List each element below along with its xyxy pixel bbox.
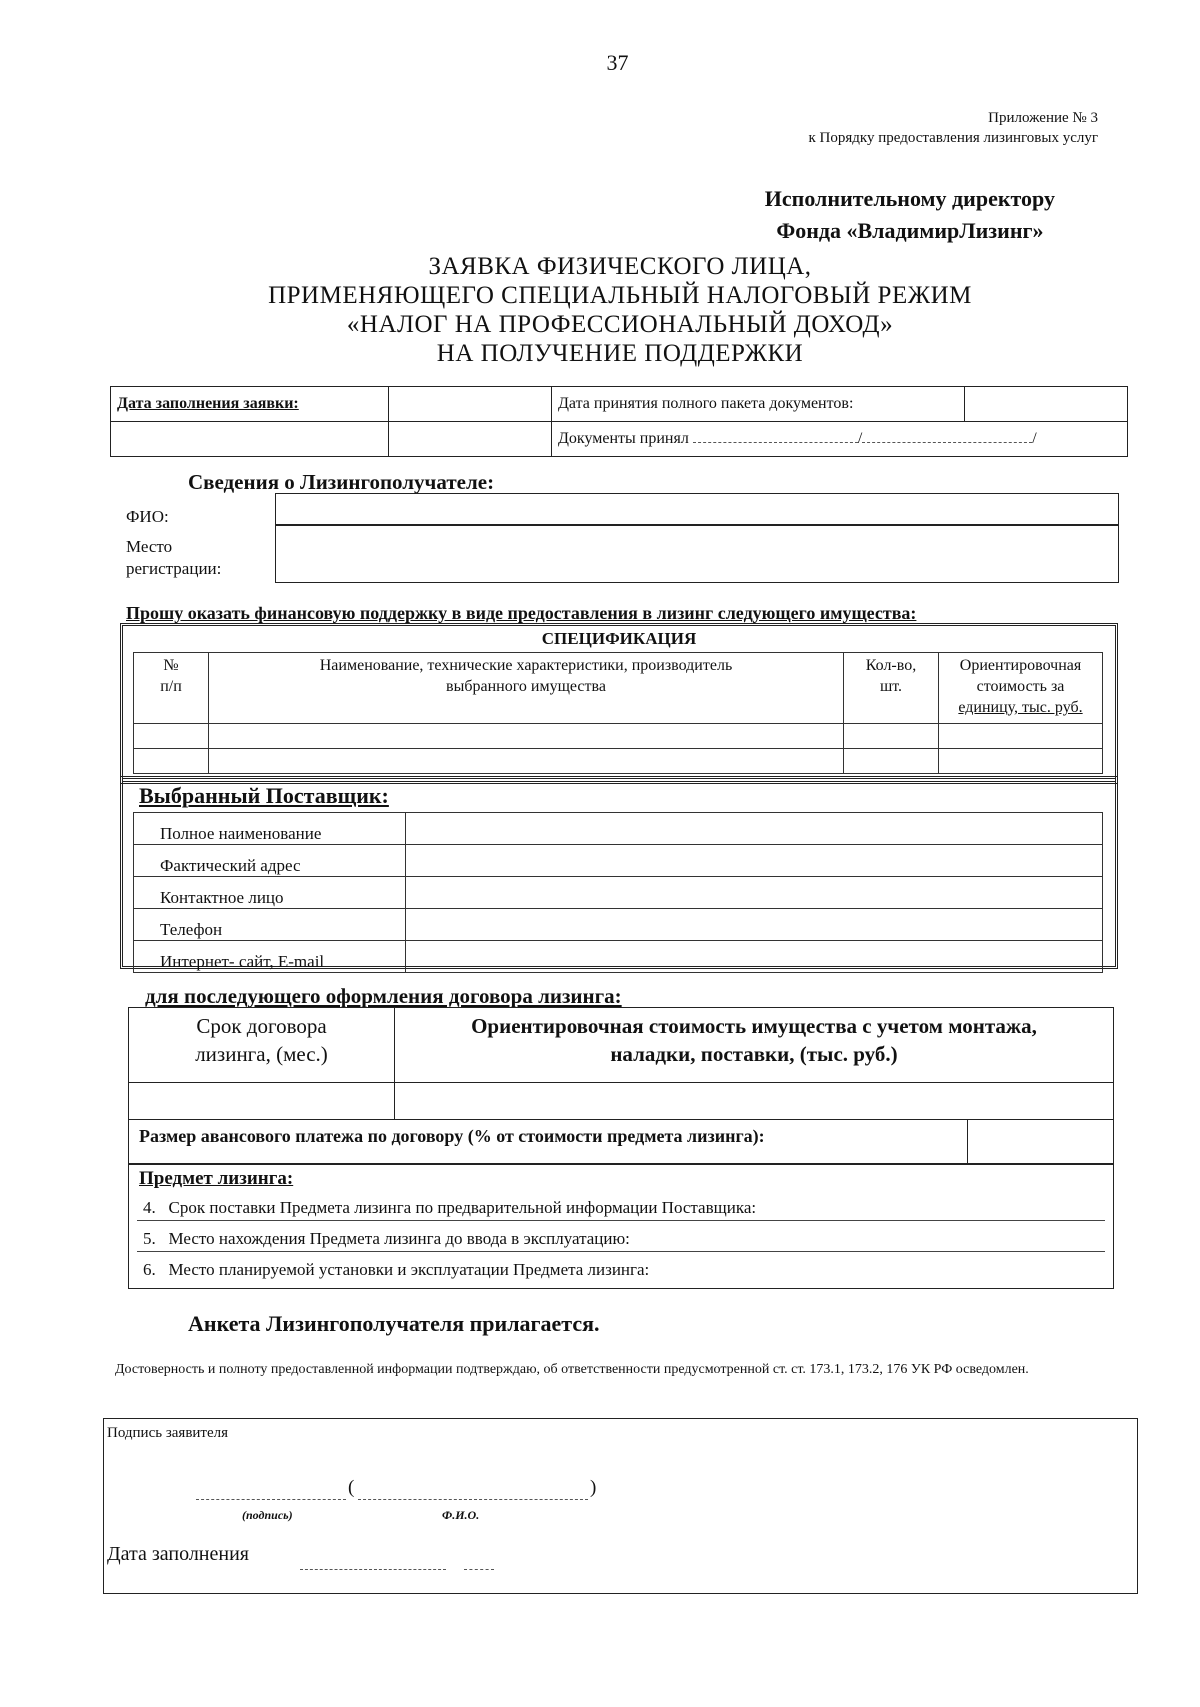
col-cost-header: Ориентировочная стоимость за единицу, тыс. руб. [939,653,1103,724]
addressee-line-1: Исполнительному директору [764,186,1055,211]
addressee-line-2: Фонда «ВладимирЛизинг» [776,218,1044,243]
purpose-text: для последующего оформления договора лизинга: [145,984,622,1008]
supplier-row-label: Полное наименование [134,813,406,845]
supplier-row-field[interactable] [406,845,1103,877]
spec-cell[interactable] [134,724,209,749]
spec-cell[interactable] [134,749,209,774]
table-row [134,813,1103,845]
term-header: Срок договора лизинга, (мес.) [129,1008,395,1083]
fill-date-label: Дата заполнения заявки: [111,387,389,422]
table-row [134,941,1103,973]
registration-field[interactable] [275,525,1119,583]
registration-label: Место регистрации: [126,537,222,578]
specification-table [133,652,1103,774]
spec-cell[interactable] [209,724,844,749]
col-name-header: Наименование, технические характеристики, производитель выбранного имущества [209,653,844,724]
subject-section [128,1163,1114,1289]
fio-field[interactable] [275,493,1119,525]
title-line-1: ЗАЯВКА ФИЗИЧЕСКОГО ЛИЦА, [428,253,812,280]
open-paren: ( [348,1477,355,1498]
lessee-heading: Сведения о Лизингополучателе: [188,470,495,494]
supplier-row-label: Фактический адрес [134,845,406,877]
addressee [765,183,1055,247]
advance-label: Размер авансового платежа по договору (% от стоимости предмета лизинга): [129,1120,968,1165]
appendix-header [809,108,1098,148]
slash: / [857,430,863,447]
empty-cell [389,422,552,457]
signature-title: Подпись заявителя [107,1425,229,1441]
table-row [134,877,1103,909]
fill-date-field[interactable] [389,387,552,422]
title-line-3: «НАЛОГ НА ПРОФЕССИОНАЛЬНЫЙ ДОХОД» [346,311,894,338]
appendix-line-1: Приложение № 3 [988,110,1098,126]
title-line-2: ПРИМЕНЯЮЩЕГО СПЕЦИАЛЬНЫЙ НАЛОГОВЫЙ РЕЖИМ [268,282,972,309]
supplier-section [120,776,1118,969]
page-number: 37 [606,50,629,75]
spec-cell[interactable] [939,724,1103,749]
supplier-row-label: Телефон [134,909,406,941]
spec-cell[interactable] [844,749,939,774]
list-item[interactable]: 4. Срок поставки Предмета лизинга по предварительной информации Поставщика: [137,1195,1105,1221]
signature-caption: (подпись) [242,1508,293,1522]
table-row [134,845,1103,877]
supplier-row-field[interactable] [406,877,1103,909]
subject-title: Предмет лизинга: [139,1168,294,1189]
specification-section [120,623,1118,784]
supplier-row-field[interactable] [406,941,1103,973]
accept-date-field[interactable] [965,387,1128,422]
supplier-table [133,812,1103,973]
contract-terms-table [128,1007,1114,1165]
spec-cell[interactable] [844,724,939,749]
col-number-header: № п/п [134,653,209,724]
year-field[interactable] [464,1547,494,1570]
specification-title: СПЕЦИФИКАЦИЯ [541,629,697,648]
accepted-by-label: Документы принял [558,430,689,447]
date-field[interactable] [300,1547,446,1570]
questionnaire-note: Анкета Лизингополучателя прилагается. [188,1311,600,1336]
list-item[interactable]: 6. Место планируемой установки и эксплуатации Предмета лизинга: [143,1260,650,1279]
supplier-title: Выбранный Поставщик: [139,783,389,808]
table-row [134,909,1103,941]
request-text: Прошу оказать финансовую поддержку в виде предоставления в лизинг следующего имущества: [126,603,917,623]
supplier-row-field[interactable] [406,813,1103,845]
term-field[interactable] [129,1083,395,1120]
disclaimer: Достоверность и полноту предоставленной информации подтверждаю, об ответственности предусмотренной ст. ст. 173.1, 173.2, 176 УК РФ осведомлен. [115,1362,1029,1377]
appendix-line-2: к Порядку предоставления лизинговых услуг [808,130,1098,146]
fio-label: ФИО: [126,507,169,526]
close-paren: ) [590,1477,597,1498]
supplier-row-label: Интернет- сайт, E-mail [134,941,406,973]
table-row [134,749,1103,774]
supplier-row-field[interactable] [406,909,1103,941]
accept-date-label: Дата принятия полного пакета документов: [552,387,965,422]
supplier-row-label: Контактное лицо [134,877,406,909]
fio-caption: Ф.И.О. [442,1508,480,1522]
col-qty-header: Кол-во, шт. [844,653,939,724]
fio-signature-line[interactable] [358,1477,588,1500]
slash: / [1032,430,1037,447]
table-row [134,724,1103,749]
title-line-4: НА ПОЛУЧЕНИЕ ПОДДЕРЖКИ [436,340,804,367]
advance-field[interactable] [968,1120,1114,1165]
cost-field[interactable] [395,1083,1114,1120]
dates-table [110,386,1128,457]
list-item[interactable]: 5. Место нахождения Предмета лизинга до ввода в эксплуатацию: [137,1226,1105,1252]
spec-cell[interactable] [939,749,1103,774]
date-label: Дата заполнения [107,1543,249,1565]
cost-header: Ориентировочная стоимость имущества с учетом монтажа, наладки, поставки, (тыс. руб.) [395,1008,1114,1083]
accepted-by-cell[interactable] [552,422,1128,457]
signature-section [103,1418,1138,1594]
empty-cell [111,422,389,457]
document-title [120,252,1120,368]
spec-cell[interactable] [209,749,844,774]
signature-line[interactable] [196,1477,346,1500]
